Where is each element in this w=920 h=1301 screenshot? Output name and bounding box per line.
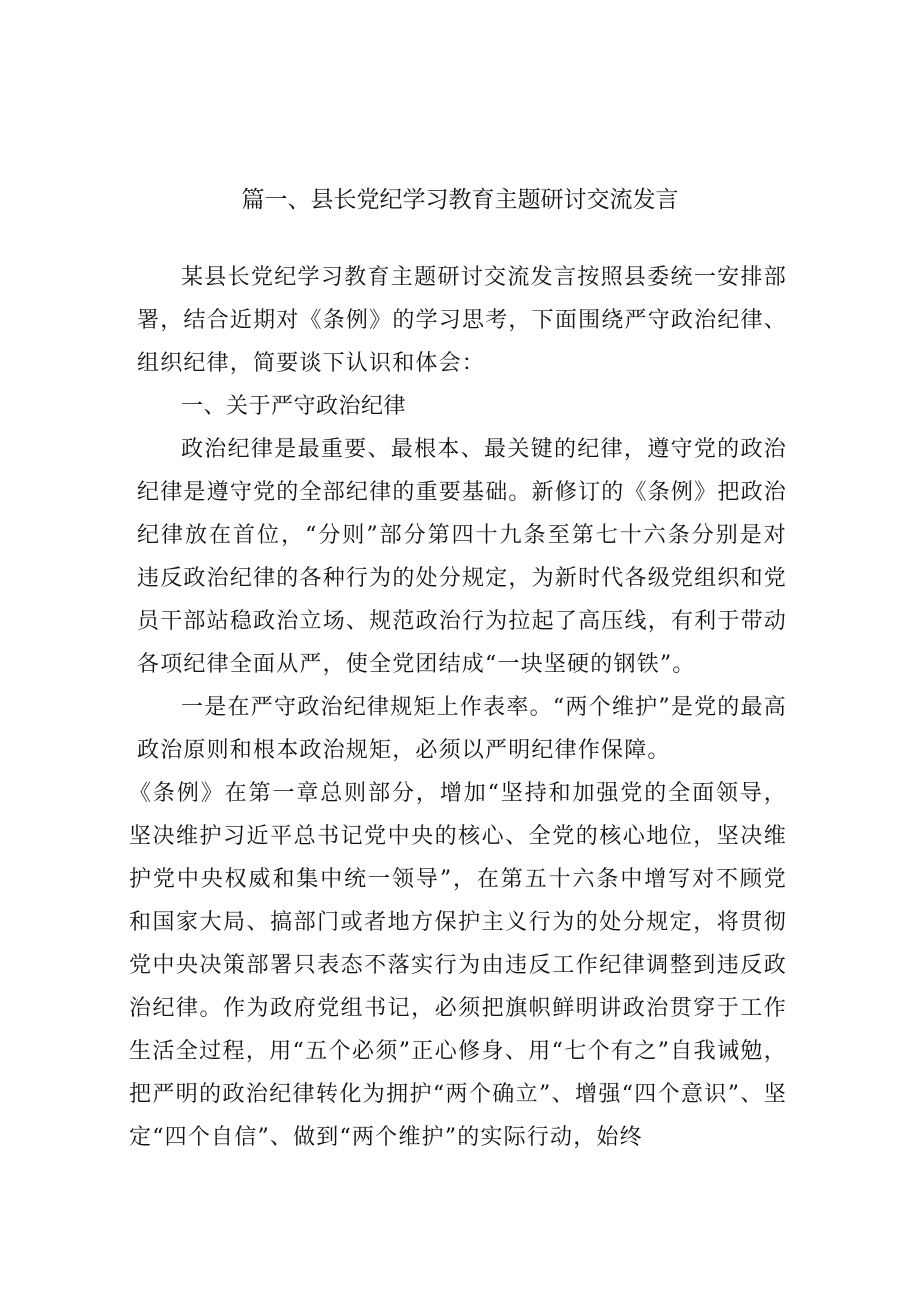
document-body (129, 256, 787, 1159)
document-title: 篇一、县长党纪学习教育主题研讨交流发言 (241, 187, 679, 213)
paragraph-political-discipline: 政治纪律是最重要、最根本、最关键的纪律，遵守党的政治纪律是遵守党的全部纪律的重要基础。新修订的《条例》把政治纪律放在首位，“分则”部分第四十九条至第七十六条分别是对违反政治纪律的各种行为的处分规定，为新时代各级党组织和党员干部站稳政治立场、规范政治行为拉起了高压线，有利于带动各项纪律全面从严，使全党团结成“一块坚硬的钢铁”。 (137, 437, 787, 677)
section-heading: 一、关于严守政治纪律 (181, 394, 407, 419)
paragraph-set-example: 一是在严守政治纪律规矩上作表率。“两个维护”是党的最高政治原则和根本政治规矩，必须以严明纪律作保障。 (137, 695, 787, 763)
paragraph-regulations: 《条例》在第一章总则部分，增加“坚持和加强党的全面领导，坚决维护习近平总书记党中央的核心、全党的核心地位，坚决维护党中央权威和集中统一领导”，在第五十六条中增写对不顾党和国家大局、搞部门或者地方保护主义行为的处分规定，将贯彻党中央决策部署只表态不落实行为由违反工作纪律调整到违反政治纪律。作为政府党组书记，必须把旗帜鲜明讲政治贯穿于工作生活全过程，用“五个必须”正心修身、用“七个有之”自我诫勉，把严明的政治纪律转化为拥护“两个确立”、增强“四个意识”、坚定“四个自信”、做到“两个维护”的实际行动，始终 (129, 781, 787, 1150)
intro-paragraph: 某县长党纪学习教育主题研讨交流发言按照县委统一安排部署，结合近期对《条例》的学习思考，下面围绕严守政治纪律、组织纪律，简要谈下认识和体会： (137, 265, 787, 376)
